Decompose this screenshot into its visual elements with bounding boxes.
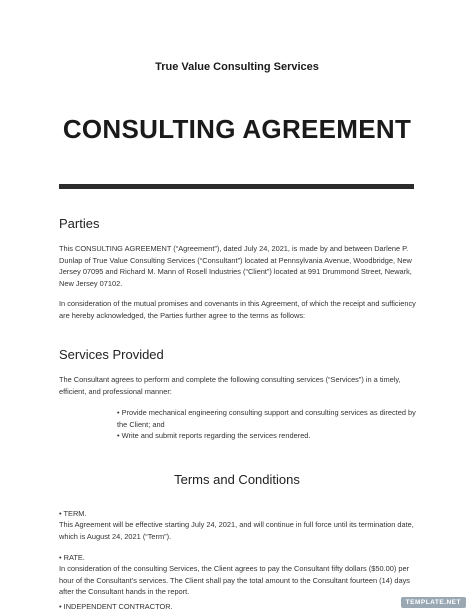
terms-heading: Terms and Conditions [174, 472, 300, 487]
independent-contractor-label: • INDEPENDENT CONTRACTOR. [59, 602, 173, 611]
services-bullet-2: • Write and submit reports regarding the services rendered. [117, 431, 311, 440]
term-label: • TERM. [59, 509, 87, 518]
parties-paragraph-1: This CONSULTING AGREEMENT (“Agreement”), dated July 24, 2021, is made by and between Darlene P. Dunlap of True Value Consulting Services (“Consultant”) located at Pennsylvania Avenue, Woodbridge, New Jersey 07095 and Richard M. Mann of Rosell Industries (“Client”) located at 991 Drummond Street, Newark, New Jersey 07102. [59, 244, 412, 288]
parties-heading: Parties [59, 216, 100, 231]
services-heading: Services Provided [59, 347, 164, 362]
rate-text: In consideration of the consulting Services, the Client agrees to pay the Consultant fifty dollars ($50.00) per hour of the Consultant’s services. The Client shall pay the total amount to the Consultant fourteen (14) days after the Consultant hands in the report. [59, 564, 410, 596]
title-divider [59, 184, 414, 189]
rate-label: • RATE. [59, 553, 85, 562]
company-name: True Value Consulting Services [155, 61, 319, 73]
template-watermark: TEMPLATE.NET [401, 597, 466, 608]
services-bullet-1: • Provide mechanical engineering consulting support and consulting services as directed by the Client; and [117, 408, 416, 429]
term-text: This Agreement will be effective starting July 24, 2021, and will continue in full force until its termination date, which is August 24, 2021 (“Term”). [59, 520, 414, 541]
document-title: CONSULTING AGREEMENT [62, 114, 412, 144]
services-intro: The Consultant agrees to perform and complete the following consulting services (“Services”) in a timely, efficient, and professional manner: [59, 375, 401, 396]
parties-paragraph-2: In consideration of the mutual promises and covenants in this Agreement, of which the receipt and sufficiency are hereby acknowledged, the Parties further agree to the terms as follows: [59, 299, 416, 320]
